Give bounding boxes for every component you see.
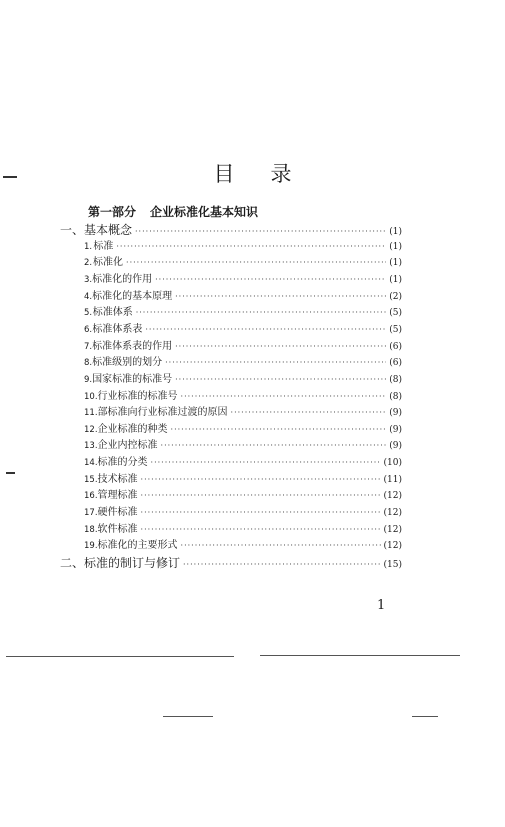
dot-leader [161, 438, 387, 454]
toc-section-entry [60, 222, 402, 238]
toc-entry-label: 标准 [93, 240, 114, 252]
toc-item-entry [84, 438, 402, 454]
dot-leader [116, 239, 386, 255]
toc-item-entry [84, 322, 402, 338]
dot-leader [155, 272, 386, 288]
toc-item-entry [84, 255, 402, 271]
toc-entry-label: 软件标准 [97, 523, 138, 535]
toc-entry-label: 行业标准的标准号 [97, 390, 178, 402]
toc-entry-number: 4. [84, 291, 93, 302]
toc-entry-label: 技术标准 [97, 473, 138, 485]
scan-rule-bottom-right [412, 716, 438, 717]
dot-leader [151, 455, 381, 471]
toc-entry-number: 17. [84, 508, 98, 519]
toc-entry-label: 标准级别的划分 [92, 357, 163, 369]
toc-entry-page: (9) [389, 441, 402, 452]
dot-leader [136, 305, 387, 321]
toc-entry-number: 13. [84, 441, 98, 452]
dot-leader [141, 488, 381, 504]
toc-item-entry [84, 372, 402, 388]
toc-item-entry [84, 239, 402, 255]
toc-entry-page: (12) [383, 508, 402, 519]
toc-entry-page: (10) [383, 458, 402, 469]
toc-entry-number: 7. [84, 341, 93, 352]
dot-leader [141, 522, 381, 538]
toc-item-entry [84, 538, 402, 554]
toc-item-entry [84, 355, 402, 371]
toc-entry-number: 8. [84, 358, 93, 369]
dot-leader [171, 422, 387, 438]
toc-entry-number: 16. [84, 491, 98, 502]
toc-entry-number: 11. [84, 408, 98, 419]
toc-entry-label: 标准化的基本原理 [92, 290, 173, 302]
toc-entry-page: (15) [383, 560, 402, 570]
dot-leader [135, 224, 386, 240]
toc-entry-label: 标准的分类 [97, 457, 148, 469]
toc-entry-number: 10. [84, 391, 98, 402]
toc-entry-number: 6. [84, 324, 93, 335]
toc-entry-label: 部标准向行业标准过渡的原因 [97, 407, 228, 419]
toc-item-entry [84, 405, 402, 421]
toc-entry-number: 5. [84, 308, 93, 319]
toc-entry-label: 标准体系表的作用 [92, 340, 173, 352]
toc-entry-page: (11) [383, 474, 402, 485]
toc-entry-number: 二、 [60, 556, 85, 570]
title-char-2: 录 [270, 162, 292, 186]
toc-entry-label: 标准化的主要形式 [97, 540, 178, 552]
scan-rule-bottom-center [163, 716, 213, 717]
toc-entry-number: 19. [84, 541, 98, 552]
toc-entry-label: 标准化 [93, 257, 124, 269]
scan-rule-right [260, 655, 460, 656]
toc-item-entry [84, 305, 402, 321]
toc-entry-page: (1) [389, 258, 402, 269]
toc-entry-label: 硬件标准 [97, 507, 138, 519]
toc-entry-number: 一、 [60, 223, 85, 237]
page-title [0, 158, 505, 188]
toc-item-entry [84, 472, 402, 488]
part-heading [88, 203, 258, 220]
toc-entry-number: 3. [84, 274, 93, 285]
toc-item-entry [84, 522, 402, 538]
toc-entry-page: (8) [389, 374, 402, 385]
toc-entry-number: 14. [84, 458, 98, 469]
scan-mark-left [3, 176, 17, 178]
toc-entry-label: 基本概念 [84, 223, 133, 237]
toc-item-entry [84, 272, 402, 288]
toc-entry-page: (1) [389, 274, 402, 285]
toc-entry-page: (9) [389, 424, 402, 435]
toc-entry-number: 9. [84, 374, 93, 385]
toc-entry-label: 管理标准 [97, 490, 138, 502]
toc-entry-page: (1) [389, 227, 402, 237]
toc-entry-number: 1. [84, 241, 93, 252]
dot-leader [183, 557, 381, 573]
toc-entry-page: (5) [389, 308, 402, 319]
scan-rule-left [6, 656, 234, 657]
toc-entry-label: 标准的制订与修订 [84, 556, 181, 570]
toc-entry-page: (6) [389, 358, 402, 369]
toc-entry-page: (12) [383, 541, 402, 552]
dot-leader [126, 255, 386, 271]
toc-entry-page: (12) [383, 491, 402, 502]
toc-entry-number: 2. [84, 258, 93, 269]
dot-leader [181, 389, 387, 405]
toc-entry-label: 企业标准的种类 [97, 423, 168, 435]
toc-item-entry [84, 289, 402, 305]
toc-item-entry [84, 422, 402, 438]
page-number: 1 [377, 598, 386, 613]
toc-item-entry [84, 505, 402, 521]
toc-item-entry [84, 455, 402, 471]
dot-leader [145, 322, 386, 338]
dot-leader [141, 505, 381, 521]
part-number: 第一部分 [88, 205, 137, 219]
dot-leader [165, 355, 386, 371]
toc-entry-page: (6) [389, 341, 402, 352]
dot-leader [175, 339, 386, 355]
toc-entry-page: (9) [389, 408, 402, 419]
scan-mark-left-lower [6, 472, 15, 474]
dot-leader [141, 472, 381, 488]
toc-entry-number: 18. [84, 524, 98, 535]
toc-entry-label: 国家标准的标准号 [92, 373, 173, 385]
dot-leader [231, 405, 387, 421]
toc-section-entry [60, 555, 402, 571]
toc-entry-label: 企业内控标准 [97, 440, 158, 452]
toc-item-entry [84, 339, 402, 355]
toc-entry-page: (2) [389, 291, 402, 302]
toc-entry-label: 标准化的作用 [92, 273, 153, 285]
toc-item-entry [84, 389, 402, 405]
dot-leader [181, 538, 381, 554]
toc-entry-page: (12) [383, 524, 402, 535]
dot-leader [175, 289, 386, 305]
toc-entry-number: 15. [84, 474, 98, 485]
toc-item-entry [84, 488, 402, 504]
toc-entry-number: 12. [84, 424, 98, 435]
toc-entry-page: (5) [389, 324, 402, 335]
part-name: 企业标准化基本知识 [150, 205, 259, 219]
toc-entry-label: 标准体系 [92, 307, 133, 319]
toc-entry-label: 标准体系表 [92, 323, 143, 335]
toc-entry-page: (8) [389, 391, 402, 402]
toc-entry-page: (1) [389, 241, 402, 252]
title-char-1: 目 [213, 162, 235, 186]
dot-leader [175, 372, 386, 388]
